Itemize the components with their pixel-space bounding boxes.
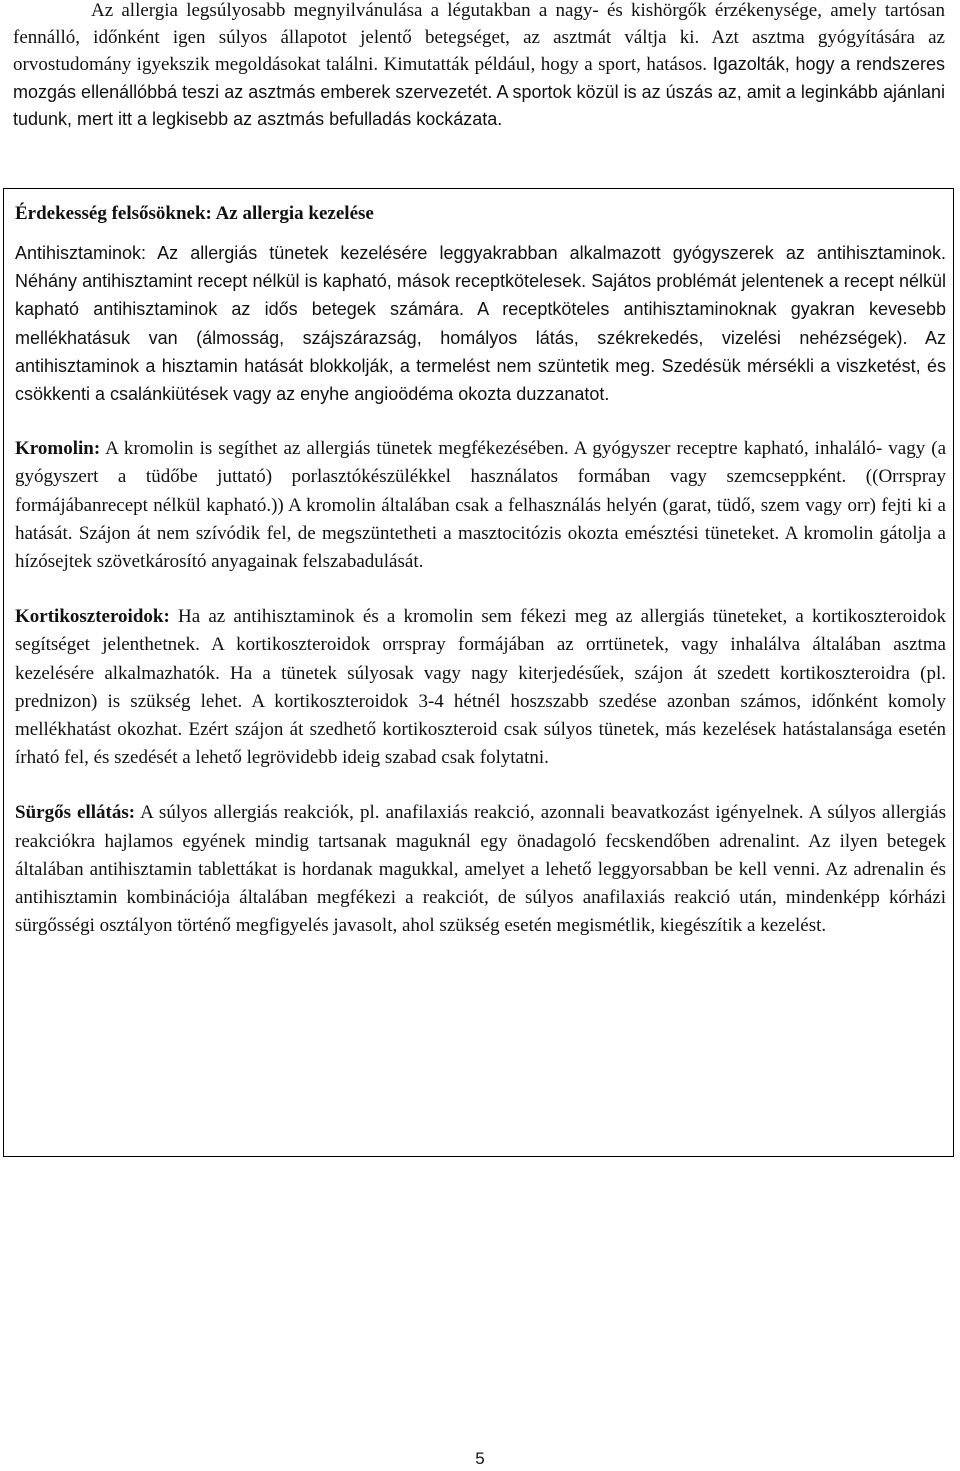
info-box-content <box>15 201 946 940</box>
info-box-heading: Érdekesség felsősöknek: Az allergia kezelése <box>15 203 374 224</box>
intro-paragraph <box>13 0 945 134</box>
antihistamines-text: Antihisztaminok: Az allergiás tünetek kezelésére leggyakrabban alkalmazott gyógyszerek az antihisztaminok. Néhány antihisztamint recept nélkül is kapható, mások receptkötelesek. Sajátos problémát jelentenek a recept nélkül kapható antihisztaminok az idős betegek számára. A receptköteles antihisztaminoknak gyakran kevesebb mellékhatásuk van (álmosság, szájszárazság, homályos látás, székrekedés, vizelési nehézségek). Az antihisztaminok a hisztamin hatását blokkolják, a termelést nem szüntetik meg. Szedésük mérsékli a viszketést, és csökkenti a csalánkiütések vagy az enyhe angioödéma okozta duzzanatot. <box>15 243 946 405</box>
page-number: 5 <box>475 1449 485 1468</box>
cromolyn-paragraph <box>15 435 946 576</box>
info-box <box>3 188 954 1157</box>
emergency-paragraph <box>15 799 946 940</box>
intro-text-part2: Igazolták, hogy a rendszeres mozgás ellenállóbbá teszi az asztmás emberek szervezetét. A sportok közül is az úszás az, amit a leginkább ajánlani tudunk, mert itt a legkisebb az asztmás befulladás kockázata. <box>13 54 945 130</box>
cromolyn-text: A kromolin is segíthet az allergiás tünetek megfékezésében. A gyógyszer receptre kapható, inhaláló- vagy (a gyógyszert a tüdőbe juttató) porlasztókészülékkel használatos formában vagy szemcseppként. ((Orrspray formájábanrecept nélkül kapható.)) A kromolin általában csak a felhasználás helyén (garat, tüdő, szem vagy orr) fejti ki a hatását. Szájon át nem szívódik fel, de megszüntetheti a masztocitózis okozta emésztési tüneteket. A kromolin gátolja a hízósejtek szövetkárosító anyagainak felszabadulását. <box>15 438 946 573</box>
corticosteroids-paragraph <box>15 603 946 772</box>
corticosteroids-label: Kortikoszteroidok: <box>15 606 170 628</box>
emergency-label: Sürgős ellátás: <box>15 802 136 824</box>
emergency-text: A súlyos allergiás reakciók, pl. anafilaxiás reakció, azonnali beavatkozást igényelnek. A súlyos allergiás reakciókra hajlamos egyének mindig tartsanak maguknál egy önadagoló fecskendőben adrenalint. Az ilyen betegek általában antihisztamin tablettákat is hordanak magukkal, amelyet a lehető leggyorsabban be kell venni. Az adrenalin és antihisztamin kombinációja általában megfékezi a reakciót, de súlyos anafilaxiás reakció után, mindenképp kórházi sürgősségi osztályon történő megfigyelés javasolt, ahol szükség esetén megismétlik, kiegészítik a kezelést. <box>15 802 947 937</box>
intro-text-part1: Az allergia legsúlyosabb megnyilvánulása a légutakban a nagy- és kishörgők érzékenysége, amely tartósan fennálló, időnként igen súlyos állapotot jelentő betegséget, az asztmát váltja ki. Azt asztma gyógyítására az orvostudomány igyekszik megoldásokat találni. Kimutatták például, hogy a sport, hatásos. <box>13 0 945 76</box>
corticosteroids-text: Ha az antihisztaminok és a kromolin sem fékezi meg az allergiás tüneteket, a kortikoszteroidok segítséget jelenthetnek. A kortikoszteroidok orrspray formájában az orrtünetek, vagy inhalálva általában asztma kezelésére alkalmazhatók. Ha a tünetek súlyosak vagy nagy kiterjedésűek, szájon át szedett kortikoszteroidra (pl. prednizon) is szükség lehet. A kortikoszteroidok 3-4 hétnél hoszszabb szedése azonban számos, időnként komoly mellékhatást okozhat. Ezért szájon át szedhető kortikoszteroid csak súlyos tünetek, más kezelések hatástalansága esetén írható fel, és szedését a lehető legrövidebb ideig szabad csak folytatni. <box>15 606 946 769</box>
antihistamines-paragraph <box>15 239 946 408</box>
cromolyn-label: Kromolin: <box>15 438 101 460</box>
